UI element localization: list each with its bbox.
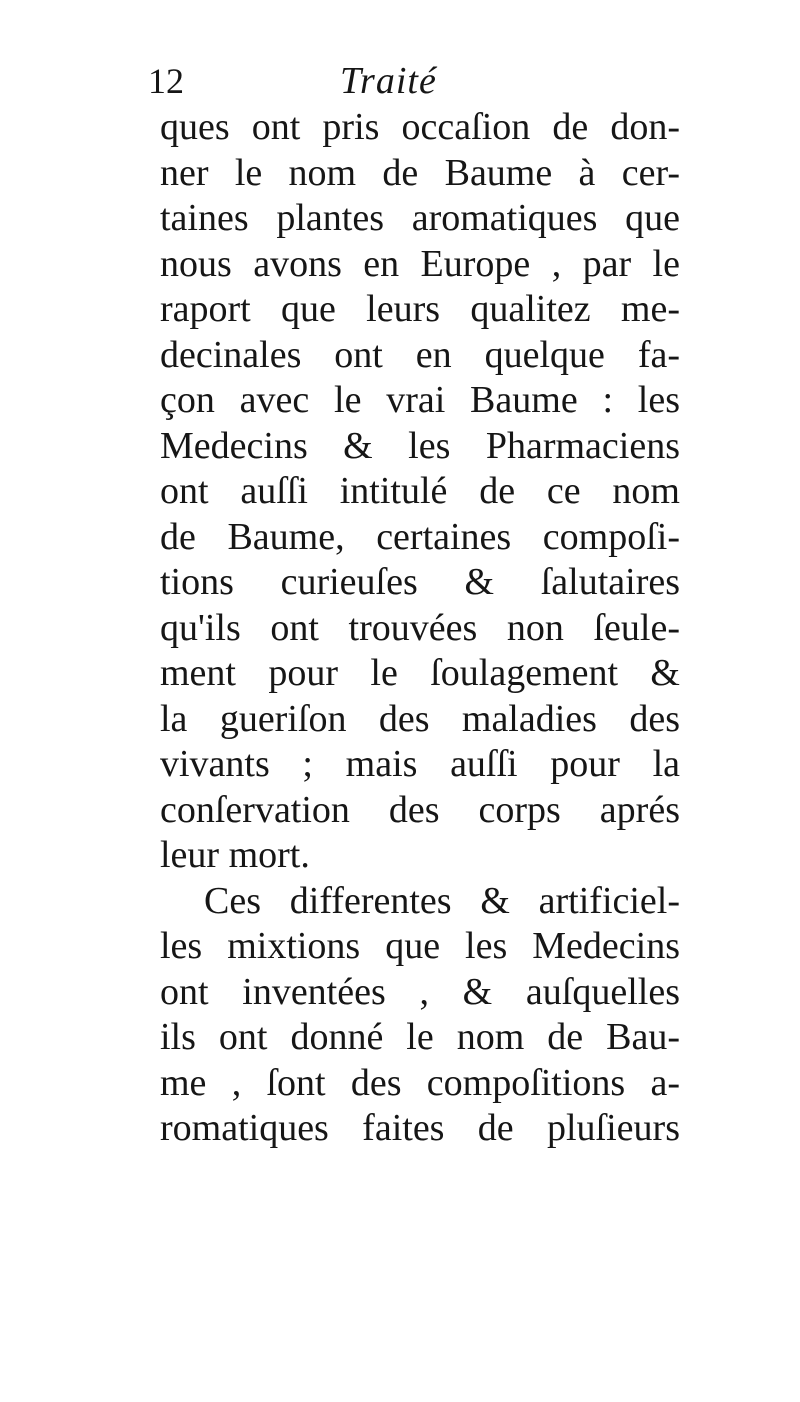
text-line: romatiques faites de pluſieurs bbox=[160, 1107, 680, 1149]
text-line: ment pour le ſoulagement & bbox=[160, 652, 680, 694]
text-line: les mixtions que les Medecins bbox=[160, 925, 680, 967]
text-line: vivants ; mais auſſi pour la bbox=[160, 743, 680, 785]
paragraph-1 bbox=[160, 105, 680, 879]
text-line: conſervation des corps aprés bbox=[160, 788, 680, 831]
text-line: leur mort. bbox=[160, 834, 310, 876]
running-title: Traité bbox=[340, 60, 437, 102]
text-line: la gueriſon des maladies des bbox=[160, 697, 680, 740]
text-line: qu'ils ont trouvées non ſeule- bbox=[160, 606, 680, 649]
running-head bbox=[148, 58, 708, 104]
page-number: 12 bbox=[148, 61, 184, 101]
body-text bbox=[160, 105, 680, 1152]
text-line: ont inventées , & auſquelles bbox=[160, 970, 680, 1013]
text-line: Ces differentes & artificiel- bbox=[204, 879, 680, 922]
text-line: ques ont pris occaſion de don- bbox=[160, 106, 680, 148]
text-line: raport que leurs qualitez me- bbox=[160, 288, 680, 330]
paragraph-2 bbox=[160, 879, 680, 1152]
text-line: ner le nom de Baume à cer- bbox=[160, 151, 680, 194]
text-line: tions curieuſes & ſalutaires bbox=[160, 561, 680, 603]
text-line: Medecins & les Pharmaciens bbox=[160, 424, 680, 467]
text-line: ils ont donné le nom de Bau- bbox=[160, 1016, 680, 1058]
text-line: taines plantes aromatiques que bbox=[160, 197, 680, 239]
text-line: me , ſont des compoſitions a- bbox=[160, 1061, 680, 1104]
text-line: de Baume, certaines compoſi- bbox=[160, 515, 680, 558]
text-line: çon avec le vrai Baume : les bbox=[160, 379, 680, 421]
text-line: nous avons en Europe , par le bbox=[160, 242, 680, 285]
text-line: decinales ont en quelque fa- bbox=[160, 333, 680, 376]
text-line: ont auſſi intitulé de ce nom bbox=[160, 470, 680, 512]
